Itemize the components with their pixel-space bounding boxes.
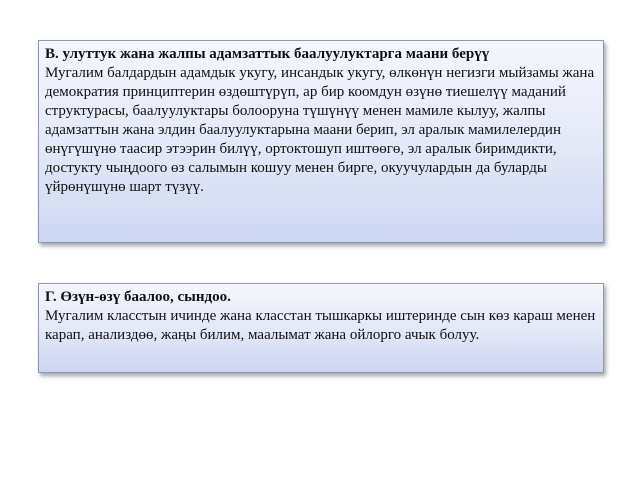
section-body-self-assessment: Мугалим класстын ичинде жана класстан тышкаркы иштеринде сын көз караш менен карап, анализдөө, жаңы билим, маалымат жана ойлорго ачык болуу. (45, 308, 596, 343)
section-title-self-assessment: Г. Өзүн-өзү баалоо, сындоо. (45, 289, 231, 305)
section-body-values: Мугалим балдардын адамдык укугу, инсандык укугу, өлкөнүн негизги мыйзамы жана демократия принциптерин өздөштүрүп, ар бир коомдун өзүнө тиешелүү маданий структурасы, баалуулуктары болооруна түшүнүү менен мамиле кылуу, жалпы адамзаттын жана элдин баалуулуктарына маани берип, эл аралык мамилелердин өнүгүшүнө таасир этээрин билүү, ортоктошуп иштөөгө, эл аралык биримдикти, достукту чыңдоого өз салымын кошуу менен бирге, окуучулардын да буларды үйрөнүшүнө шарт түзүү. (45, 65, 595, 195)
section-title-values: В. улуттук жана жалпы адамзаттык баалуулуктарга маани берүү (45, 46, 490, 62)
section-card-values (38, 40, 604, 243)
section-card-self-assessment (38, 283, 604, 373)
